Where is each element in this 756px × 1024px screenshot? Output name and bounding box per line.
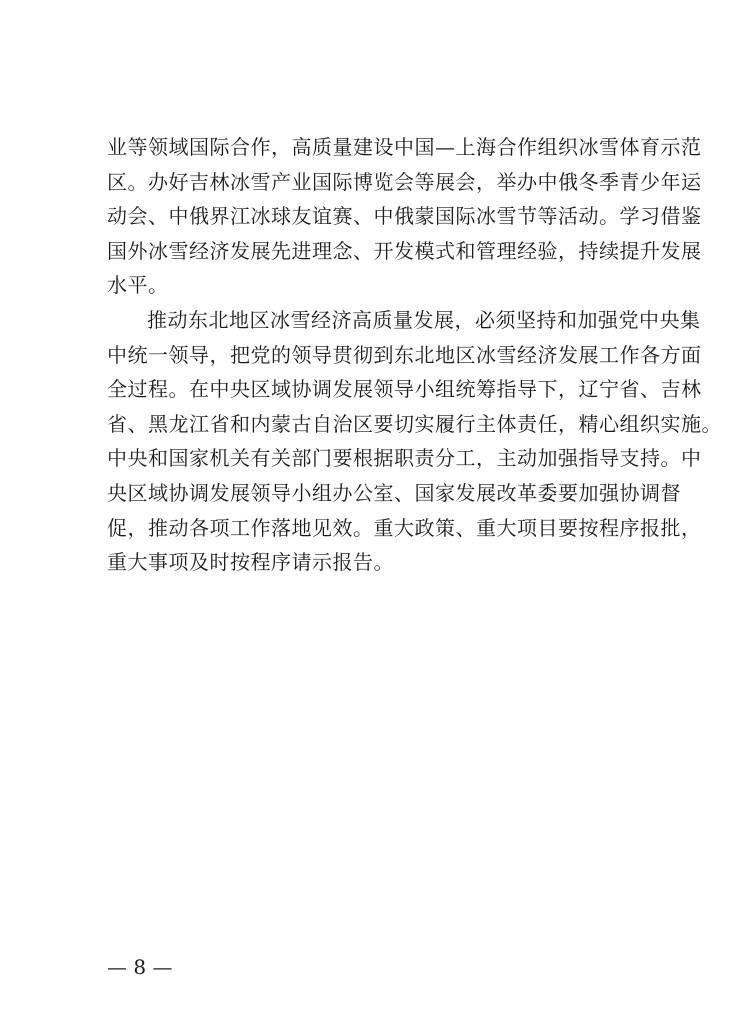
text-line: 省、黑龙江省和内蒙古自治区要切实履行主体责任，精心组织实施。 (107, 411, 722, 436)
paragraph-1 (107, 130, 702, 303)
text-line: 中统一领导，把党的领导贯彻到东北地区冰雪经济发展工作各方面 (107, 342, 702, 367)
text-line: 区。办好吉林冰雪产业国际博览会等展会，举办中俄冬季青少年运 (107, 169, 702, 194)
body-text (107, 130, 722, 580)
text-line: 推动东北地区冰雪经济高质量发展，必须坚持和加强党中央集 (147, 307, 701, 332)
text-line: 促，推动各项工作落地见效。重大政策、重大项目要按程序报批， (107, 515, 702, 540)
page-number: — 8 — (107, 955, 173, 979)
text-line: 全过程。在中央区域协调发展领导小组统筹指导下，辽宁省、吉林 (107, 377, 702, 402)
text-line: 央区域协调发展领导小组办公室、国家发展改革委要加强协调督 (107, 480, 681, 505)
text-line: 国外冰雪经济发展先进理念、开发模式和管理经验，持续提升发展 (107, 238, 702, 263)
text-line: 动会、中俄界江冰球友谊赛、中俄蒙国际冰雪节等活动。学习借鉴 (107, 204, 702, 229)
paragraph-2 (107, 303, 722, 580)
text-line: 中央和国家机关有关部门要根据职责分工，主动加强指导支持。中 (107, 446, 702, 471)
text-line: 重大事项及时按程序请示报告。 (107, 550, 394, 575)
text-line: 水平。 (107, 273, 169, 298)
text-line: 业等领域国际合作，高质量建设中国—上海合作组织冰雪体育示范 (107, 135, 702, 159)
